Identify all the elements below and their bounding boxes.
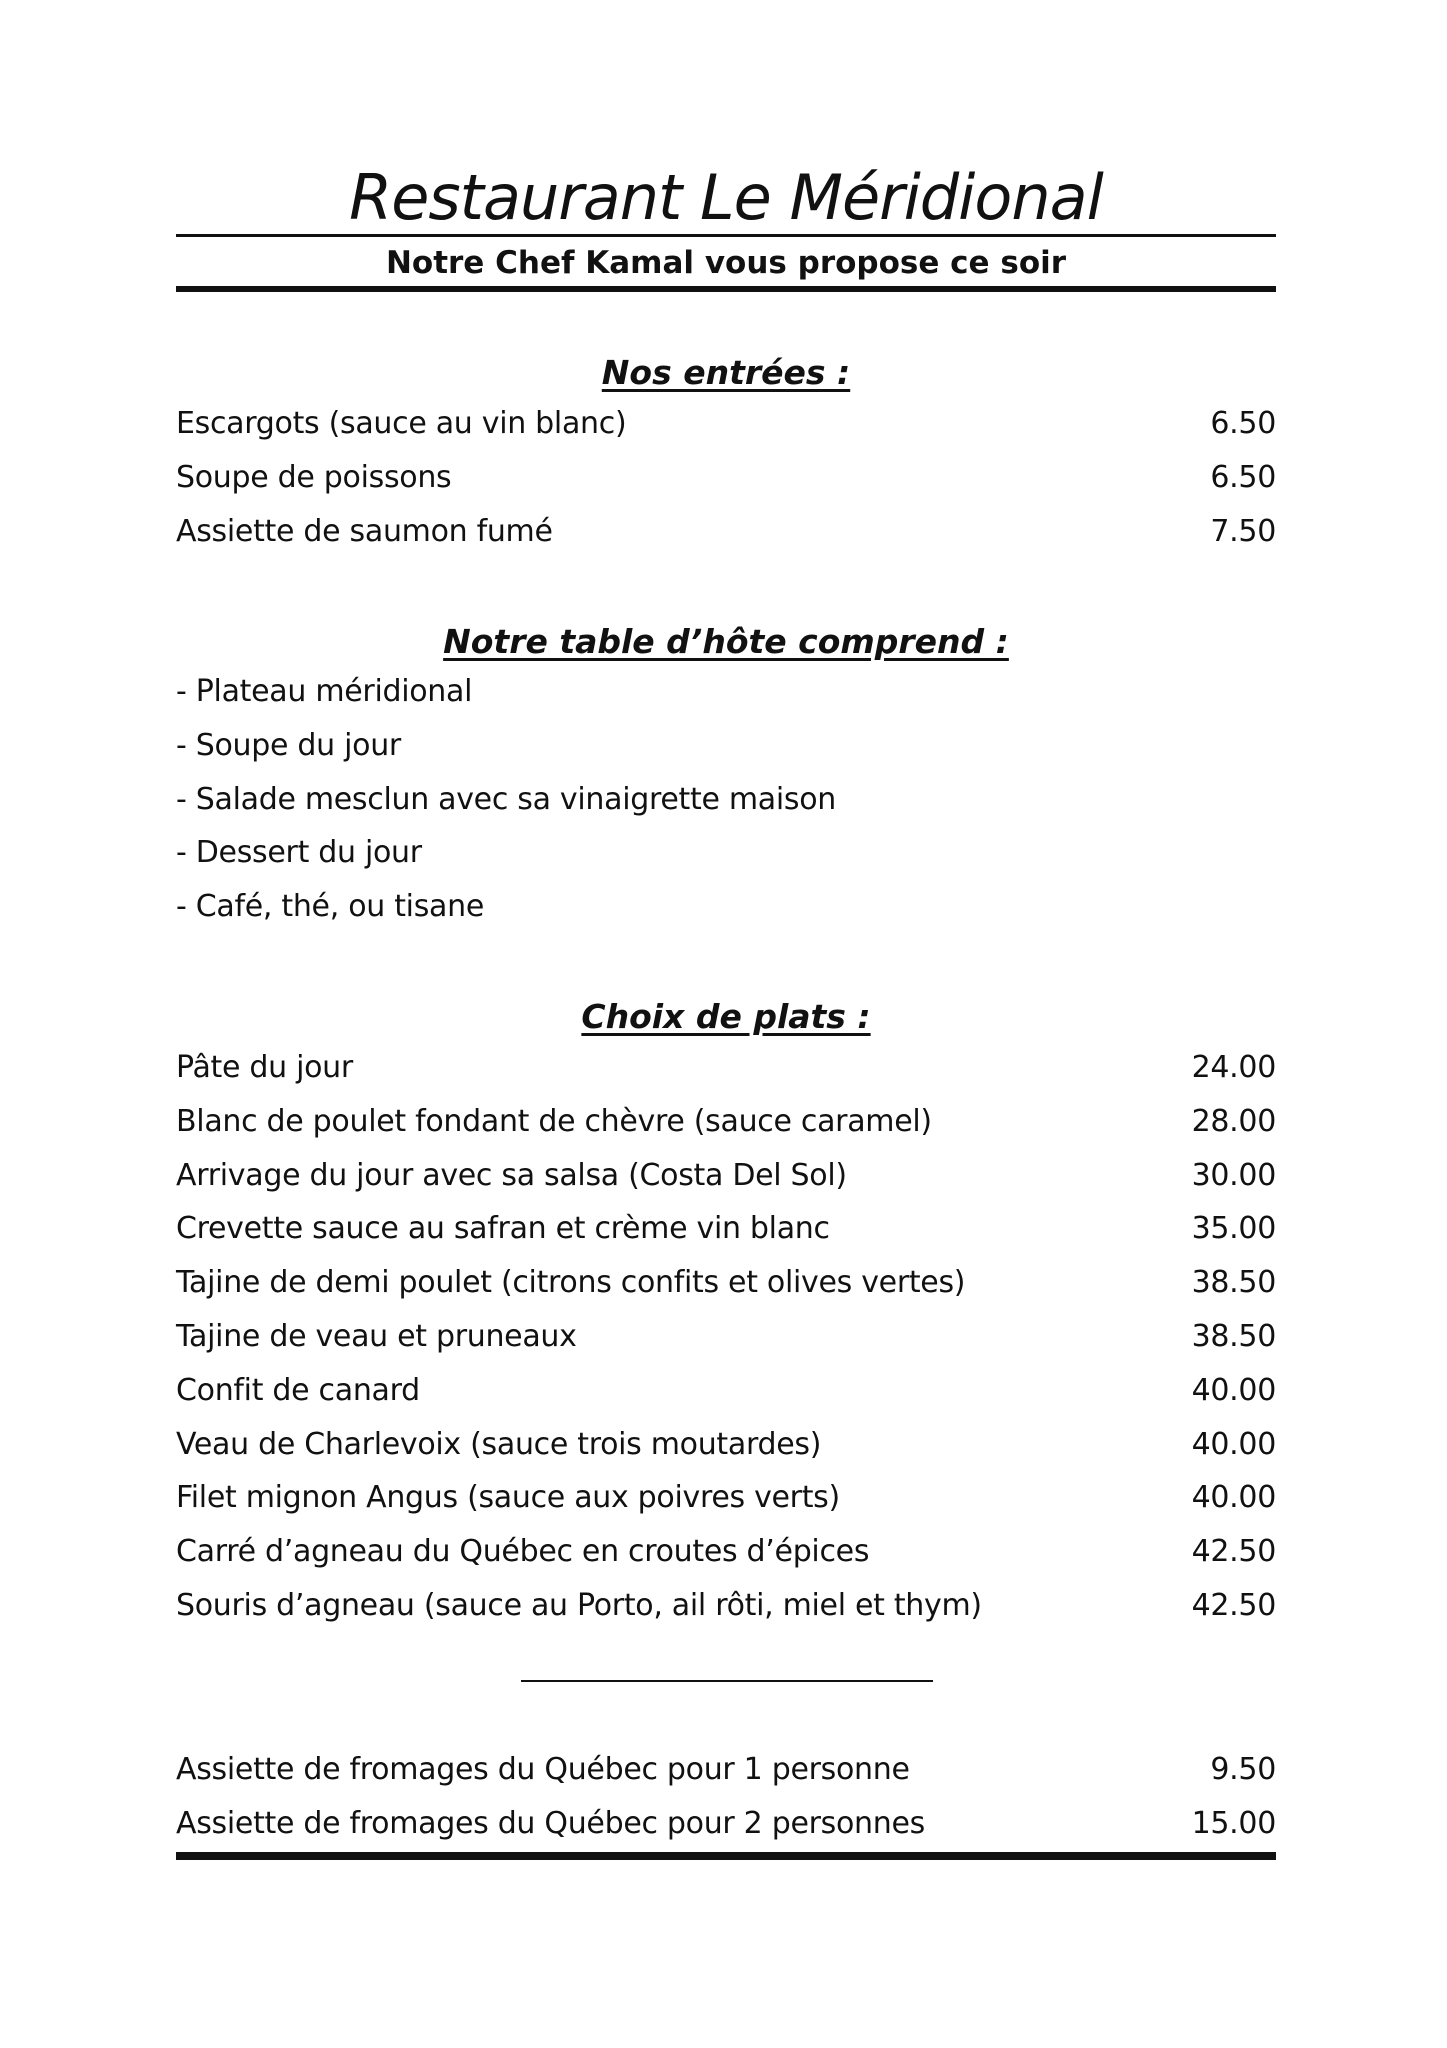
dish-price: 28.00 [1191, 1103, 1276, 1139]
list-item [176, 397, 1276, 451]
dish-price: 9.50 [1210, 1752, 1276, 1787]
bottom-divider [176, 1852, 1276, 1860]
dish-name: Arrivage du jour avec sa salsa (Costa Del Sol) [176, 1157, 847, 1193]
list-item [176, 505, 1276, 559]
dish-price: 6.50 [1210, 459, 1276, 495]
dish-price: 40.00 [1191, 1372, 1276, 1408]
dish-price: 15.00 [1191, 1805, 1276, 1841]
table-hote-list [176, 665, 1276, 934]
dish-name: Carré d’agneau du Québec en croutes d’épices [176, 1534, 870, 1570]
list-item [176, 1579, 1276, 1633]
list-item: - Soupe du jour [176, 727, 401, 763]
plats-heading: Choix de plats : [581, 997, 871, 1036]
dish-price: 40.00 [1191, 1480, 1276, 1516]
plats-list [176, 1041, 1276, 1633]
list-item [176, 1471, 1276, 1525]
list-item [176, 1149, 1276, 1203]
list-item [176, 1797, 1276, 1851]
dish-name: Crevette sauce au safran et crème vin blanc [176, 1211, 830, 1247]
dish-price: 24.00 [1191, 1050, 1276, 1085]
dish-price: 38.50 [1191, 1265, 1276, 1301]
list-item: - Salade mesclun avec sa vinaigrette maison [176, 781, 836, 817]
list-item [176, 1743, 1276, 1797]
dish-price: 38.50 [1191, 1318, 1276, 1354]
title-divider [176, 234, 1276, 237]
dish-name: Assiette de fromages du Québec pour 1 personne [176, 1752, 910, 1787]
section-divider [521, 1680, 933, 1682]
dish-price: 40.00 [1191, 1426, 1276, 1462]
dish-name: Soupe de poissons [176, 459, 452, 495]
list-item: - Plateau méridional [176, 674, 473, 709]
dish-name: Filet mignon Angus (sauce aux poivres verts) [176, 1480, 840, 1516]
dish-price: 35.00 [1191, 1211, 1276, 1247]
restaurant-title: Restaurant Le Méridional [349, 161, 1103, 234]
list-item [176, 1095, 1276, 1149]
list-item [176, 1202, 1276, 1256]
dish-name: Assiette de fromages du Québec pour 2 personnes [176, 1805, 925, 1841]
dish-price: 6.50 [1210, 406, 1276, 441]
dish-name: Veau de Charlevoix (sauce trois moutardes) [176, 1426, 822, 1462]
dish-price: 30.00 [1191, 1157, 1276, 1193]
list-item [176, 1041, 1276, 1095]
dish-name: Pâte du jour [176, 1050, 353, 1085]
subtitle-divider [176, 286, 1276, 292]
dish-price: 42.50 [1191, 1534, 1276, 1570]
entrees-heading: Nos entrées : [601, 353, 851, 392]
list-item [176, 451, 1276, 505]
dish-name: Tajine de demi poulet (citrons confits et olives vertes) [176, 1265, 966, 1301]
dish-name: Souris d’agneau (sauce au Porto, ail rôti, miel et thym) [176, 1587, 982, 1623]
dish-name: Escargots (sauce au vin blanc) [176, 406, 627, 441]
list-item: - Café, thé, ou tisane [176, 889, 484, 925]
dish-price: 42.50 [1191, 1587, 1276, 1623]
dish-name: Tajine de veau et pruneaux [176, 1318, 577, 1354]
dish-price: 7.50 [1210, 513, 1276, 549]
list-item [176, 1256, 1276, 1310]
dish-name: Confit de canard [176, 1372, 420, 1408]
list-item: - Dessert du jour [176, 835, 422, 871]
dish-name: Assiette de saumon fumé [176, 513, 553, 549]
fromages-list [176, 1743, 1276, 1851]
entrees-list [176, 397, 1276, 558]
list-item [176, 1418, 1276, 1472]
dish-name: Blanc de poulet fondant de chèvre (sauce caramel) [176, 1103, 932, 1139]
list-item [176, 1525, 1276, 1579]
table-hote-heading: Notre table d’hôte comprend : [443, 622, 1009, 661]
list-item [176, 1310, 1276, 1364]
chef-subtitle: Notre Chef Kamal vous propose ce soir [385, 245, 1067, 281]
list-item [176, 1364, 1276, 1418]
